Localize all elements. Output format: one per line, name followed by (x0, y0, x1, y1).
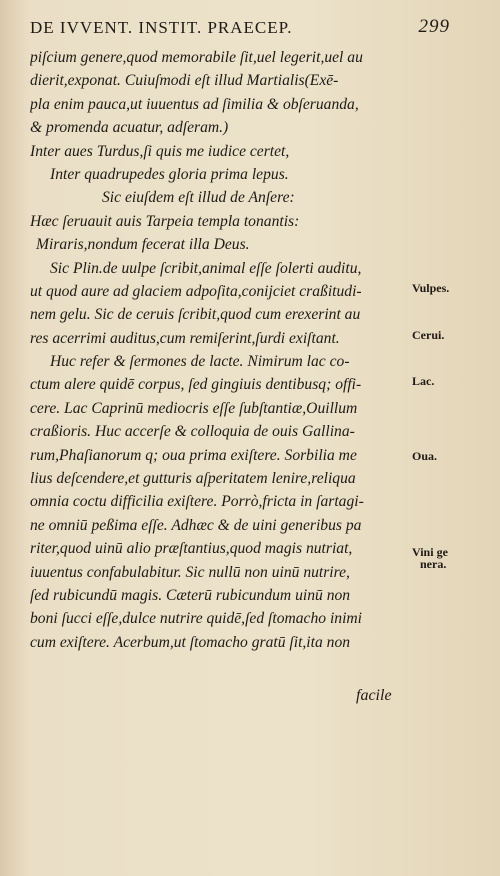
verse-line: Miraris,nondum fecerat illa Deus. (36, 236, 250, 254)
marginal-note-vini-genera (412, 546, 492, 570)
page-number: 299 (418, 16, 450, 37)
text-line: boni ſucci eſſe,dulce nutrire quidē,ſed ſtomacho inimi (30, 610, 363, 628)
text-line: rum,Phaſianorum q; oua prima exiſtere. Sorbilia me (30, 446, 357, 464)
marginal-note-line: nera. (420, 557, 447, 571)
text-line: & promenda acuatur, adſeram.) (30, 119, 229, 137)
running-title: DE IVVENT. INSTIT. PRAECEP. (30, 18, 293, 37)
body-text (30, 46, 408, 654)
page-header (30, 16, 450, 42)
marginal-note-cerui: Cerui. (412, 328, 445, 342)
text-line: Sic eiuſdem eſt illud de Anſere: (102, 189, 295, 207)
text-line: ſed rubicundū magis. Cæterū rubicundum uinū non (30, 586, 351, 604)
marginal-note-line: Vini ge (412, 545, 448, 559)
marginal-note-vulpes: Vulpes. (412, 281, 450, 295)
catchword: facile (356, 687, 392, 704)
verse-line: Inter quadrupedes gloria prima lepus. (50, 165, 289, 183)
text-line: cum exiſtere. Acerbum,ut ſtomacho gratū ſit,ita non (30, 633, 351, 651)
verse-line: Hæc ſeruauit auis Tarpeia templa tonantis: (30, 212, 300, 230)
text-line: Huc refer & ſermones de lacte. Nimirum lac co- (50, 353, 350, 371)
text-line: ne omniū peßima eſſe. Adhæc & de uini generibus pa (30, 516, 362, 534)
text-line: piſcium genere,quod memorabile ſit,uel legerit,uel au (30, 49, 363, 66)
text-line: dierit,exponat. Cuiuſmodi eſt illud Martialis(Exē- (30, 72, 339, 90)
text-line: res acerrimi auditus,cum remiſerint,ſurdi exiſtant. (30, 329, 340, 347)
text-line: Inter aues Turdus,ſi quis me iudice certet, (30, 142, 290, 160)
text-line: lius deſcendere,et gutturis aſperitatem lenire,reliqua (30, 470, 356, 488)
marginal-note-lac: Lac. (412, 374, 435, 388)
marginal-note-oua: Oua. (412, 449, 438, 463)
text-line: Sic Plin.de uulpe ſcribit,animal eſſe ſolerti auditu, (50, 259, 362, 277)
text-line: ut quod aure ad glaciem adpoſita,conijciet craßitudi- (30, 282, 362, 300)
text-line: craßioris. Huc accerſe & colloquia de ouis Gallina- (30, 423, 355, 441)
text-line: ctum alere quidē corpus, ſed gingiuis dentibusq; offi- (30, 376, 362, 394)
text-line: cere. Lac Caprinū mediocris eſſe ſubſtantiæ,Ouillum (30, 399, 358, 417)
text-line: nem gelu. Sic de ceruis ſcribit,quod cum erexerint au (30, 306, 361, 324)
text-line: iuuentus confabulabitur. Sic nullū non uinū nutrire, (30, 563, 350, 581)
text-line: pla enim pauca,ut iuuentus ad ſimilia & obſeruanda, (30, 95, 359, 113)
text-line: omnia coctu difficilia exiſtere. Porrò,fricta in ſartagi- (30, 493, 364, 511)
text-line: riter,quod uinū alio præſtantius,quod magis nutriat, (30, 540, 353, 558)
